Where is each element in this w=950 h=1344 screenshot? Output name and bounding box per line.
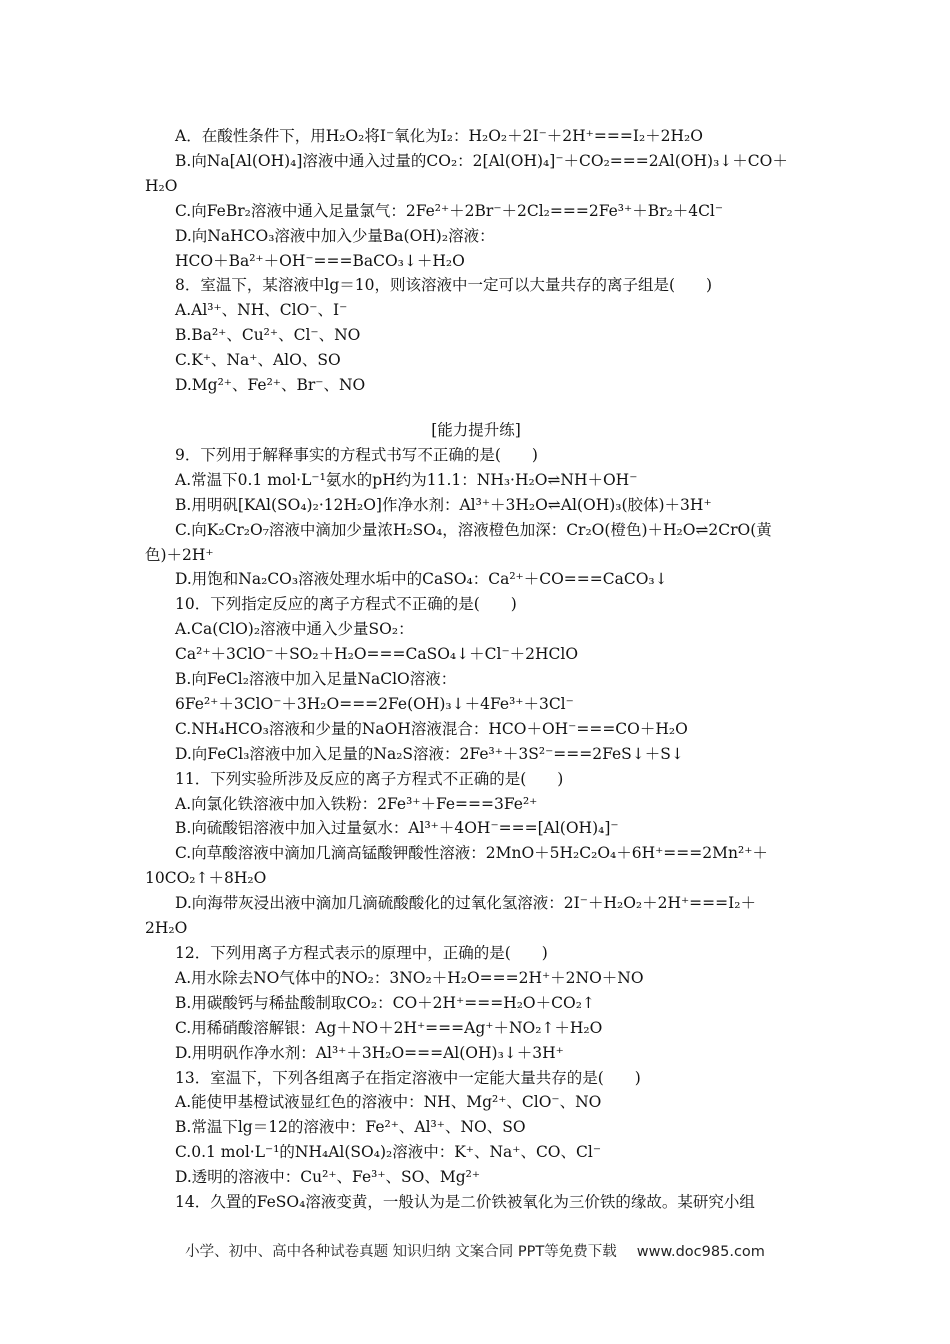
option-line: B.Ba²⁺、Cu²⁺、Cl⁻、NO <box>175 326 361 345</box>
question-7-options <box>145 124 807 273</box>
option-line: D.Mg²⁺、Fe²⁺、Br⁻、NO <box>175 376 366 395</box>
option-line: A.Al³⁺、NH、ClO⁻、I⁻ <box>175 301 348 320</box>
question-stem: 13．室温下，下列各组离子在指定溶液中一定能大量共存的是( ) <box>175 1068 641 1087</box>
question-13 <box>145 1066 807 1191</box>
option-line: 6Fe²⁺＋3ClO⁻＋3H₂O===2Fe(OH)₃↓＋4Fe³⁺＋3Cl⁻ <box>175 694 574 713</box>
question-8 <box>145 273 807 398</box>
question-stem: 12．下列用离子方程式表示的原理中，正确的是( ) <box>175 944 548 962</box>
option-line: A.向氯化铁溶液中加入铁粉：2Fe³⁺＋Fe===3Fe²⁺ <box>175 794 538 813</box>
question-11 <box>145 767 807 941</box>
footer-url-link[interactable]: www.doc985.com <box>636 1244 765 1260</box>
text-line: B.向Na[Al(OH)₄]溶液中通入过量的CO₂：2[Al(OH)₄]⁻＋CO₂===2Al(OH)₃↓＋CO＋ <box>175 151 788 170</box>
question-10 <box>145 592 807 766</box>
document-body <box>145 124 807 1215</box>
option-line: A.能使甲基橙试液显红色的溶液中：NH、Mg²⁺、ClO⁻、NO <box>175 1093 602 1112</box>
option-line: D.向海带灰浸出液中滴加几滴硫酸酸化的过氧化氢溶液：2I⁻＋H₂O₂＋2H⁺===I₂＋ <box>175 894 756 913</box>
option-line: B.用明矾[KAl(SO₄)₂·12H₂O]作净水剂：Al³⁺＋3H₂O⇌Al(OH)₃(胶体)＋3H⁺ <box>175 495 712 514</box>
option-line: Ca²⁺＋3ClO⁻＋SO₂＋H₂O===CaSO₄↓＋Cl⁻＋2HClO <box>175 645 579 664</box>
option-line: C.NH₄HCO₃溶液和少量的NaOH溶液混合：HCO＋OH⁻===CO＋H₂O <box>175 719 688 738</box>
question-stem: 14．久置的FeSO₄溶液变黄，一般认为是二价铁被氧化为三价铁的缘故。某研究小组 <box>175 1193 755 1212</box>
option-line: D.用明矾作净水剂：Al³⁺＋3H₂O===Al(OH)₃↓＋3H⁺ <box>175 1043 564 1062</box>
option-line: D.向FeCl₃溶液中加入足量的Na₂S溶液：2Fe³⁺＋3S²⁻===2FeS↓＋S↓ <box>175 744 684 763</box>
option-line: B.向硫酸铝溶液中加入过量氨水：Al³⁺＋4OH⁻===[Al(OH)₄]⁻ <box>175 819 619 838</box>
page-footer <box>0 1240 950 1261</box>
option-line: A.Ca(ClO)₂溶液中通入少量SO₂： <box>175 620 414 639</box>
option-line: B.用碳酸钙与稀盐酸制取CO₂：CO＋2H⁺===H₂O＋CO₂↑ <box>175 993 595 1012</box>
option-line: A.用水除去NO气体中的NO₂：3NO₂＋H₂O===2H⁺＋2NO＋NO <box>175 968 644 987</box>
text-line: D.向NaHCO₃溶液中加入少量Ba(OH)₂溶液： <box>175 226 495 245</box>
question-stem: 11．下列实验所涉及反应的离子方程式不正确的是( ) <box>175 769 564 788</box>
text-line: C.向FeBr₂溶液中通入足量氯气：2Fe²⁺＋2Br⁻＋2Cl₂===2Fe³⁺＋Br₂＋4Cl⁻ <box>175 201 724 220</box>
option-line: 10CO₂↑＋8H₂O <box>145 869 267 888</box>
option-line: C.0.1 mol·L⁻¹的NH₄Al(SO₄)₂溶液中：K⁺、Na⁺、CO、Cl⁻ <box>175 1143 602 1162</box>
question-stem: 10．下列指定反应的离子方程式不正确的是( ) <box>175 595 517 614</box>
option-line: A.常温下0.1 mol·L⁻¹氨水的pH约为11.1：NH₃·H₂O⇌NH＋OH⁻ <box>175 470 638 489</box>
option-line: C.向草酸溶液中滴加几滴高锰酸钾酸性溶液：2MnO＋5H₂C₂O₄＋6H⁺===2Mn²⁺＋ <box>175 844 768 863</box>
option-line: 色)＋2H⁺ <box>145 545 214 564</box>
option-line: C.用稀硝酸溶解银：Ag＋NO＋2H⁺===Ag⁺＋NO₂↑＋H₂O <box>175 1018 603 1037</box>
question-9 <box>145 443 807 592</box>
question-stem: 9．下列用于解释事实的方程式书写不正确的是( ) <box>175 445 538 464</box>
footer-text: 小学、初中、高中各种试卷真题 知识归纳 文案合同 PPT等免费下载 <box>185 1244 617 1260</box>
question-14 <box>145 1190 807 1215</box>
text-line: HCO＋Ba²⁺＋OH⁻===BaCO₃↓＋H₂O <box>175 251 465 270</box>
option-line: B.常温下lg＝12的溶液中：Fe²⁺、Al³⁺、NO、SO <box>175 1118 526 1137</box>
option-line: C.向K₂Cr₂O₇溶液中滴加少量浓H₂SO₄，溶液橙色加深：Cr₂O(橙色)＋H₂O⇌2CrO(黄 <box>175 520 772 539</box>
option-line: B.向FeCl₂溶液中加入足量NaClO溶液： <box>175 670 457 689</box>
option-line: C.K⁺、Na⁺、AlO、SO <box>175 351 341 370</box>
text-line: A．在酸性条件下，用H₂O₂将I⁻氧化为I₂：H₂O₂＋2I⁻＋2H⁺===I₂＋2H₂O <box>175 127 703 145</box>
option-line: D.用饱和Na₂CO₃溶液处理水垢中的CaSO₄：Ca²⁺＋CO===CaCO₃↓ <box>175 570 668 589</box>
section-title: [能力提升练] <box>431 420 521 439</box>
question-stem: 8．室温下，某溶液中lg＝10，则该溶液中一定可以大量共存的离子组是( ) <box>175 276 713 295</box>
question-12 <box>145 941 807 1066</box>
option-line: 2H₂O <box>145 919 188 938</box>
option-line: D.透明的溶液中：Cu²⁺、Fe³⁺、SO、Mg²⁺ <box>175 1168 481 1187</box>
text-line: H₂O <box>145 176 178 195</box>
